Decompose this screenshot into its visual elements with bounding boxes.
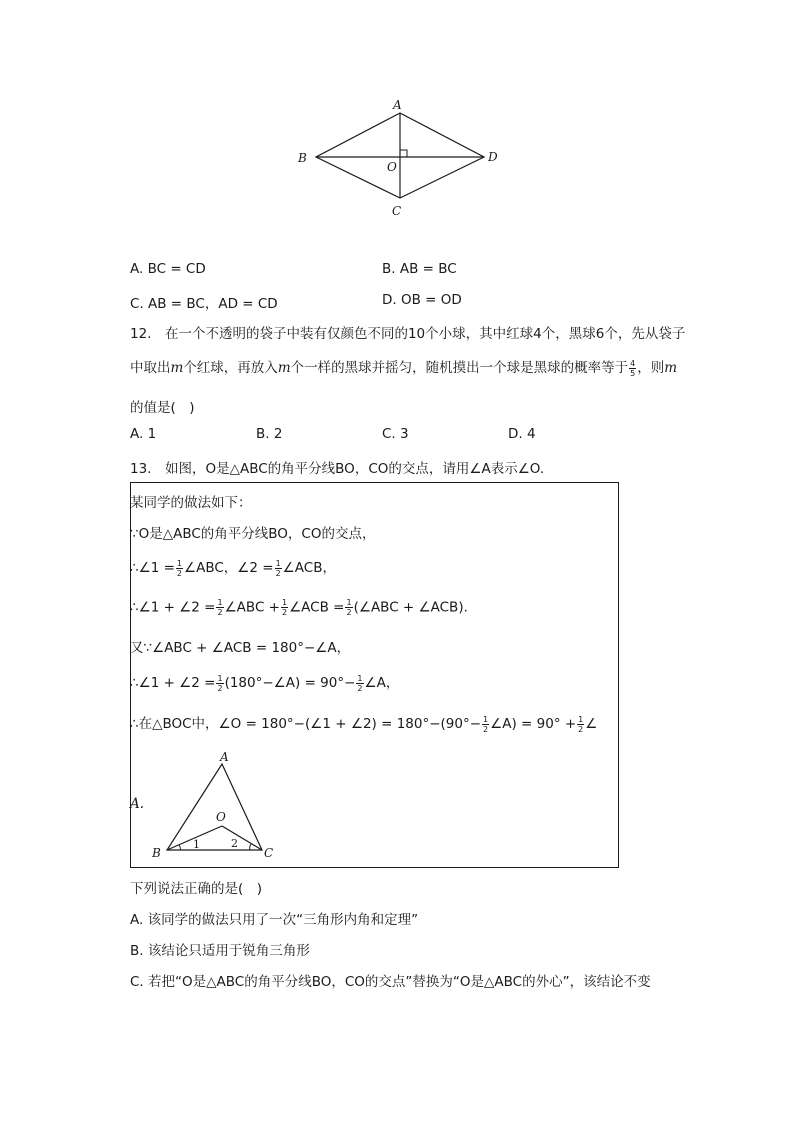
solution-line-2: ∵O是△ABC的角平分线BO，CO的交点，	[130, 526, 376, 542]
fraction-denominator: 2	[217, 608, 223, 617]
q12-option-c[interactable]: C. 3	[382, 426, 409, 442]
q12-text: 中取出	[130, 360, 171, 376]
solution-text: ∴∠1 + ∠2 =	[130, 599, 216, 616]
solution-line-5: 又∵∠ABC + ∠ACB = 180°−∠A，	[130, 640, 351, 656]
fraction-numerator: 1	[346, 598, 352, 607]
fraction-denominator: 2	[578, 724, 584, 734]
fraction-denominator: 2	[176, 568, 182, 578]
q11-option-b[interactable]: B. AB = BC	[382, 261, 457, 277]
fraction-denominator: 2	[275, 568, 281, 578]
fraction-numerator: 1	[281, 598, 288, 607]
label-a: A	[220, 750, 229, 764]
q12-text: ，则	[637, 360, 665, 376]
angle-2-arc	[250, 844, 251, 850]
fraction-numerator: 1	[357, 673, 363, 683]
fraction-numerator: 1	[483, 714, 489, 724]
angle-1-arc	[179, 845, 180, 850]
solution-text: ∴∠1 =	[130, 560, 175, 576]
q13-question: 下列说法正确的是( )	[130, 881, 263, 897]
q12-var-m: m	[170, 360, 184, 376]
q12-option-a[interactable]: A. 1	[130, 426, 157, 442]
solution-text: (180°−∠A) = 90°−	[224, 675, 356, 691]
triangle-abc	[167, 764, 262, 850]
fraction-numerator: 1	[217, 598, 223, 607]
q12-var-m: m	[277, 360, 291, 376]
solution-text: ∠A) = 90° +	[490, 716, 577, 732]
q12-option-d[interactable]: D. 4	[508, 426, 536, 442]
solution-text: (∠ABC + ∠ACB).	[353, 599, 468, 616]
label-angle-1: 1	[193, 838, 200, 851]
solution-text: ∠ACB =	[289, 599, 345, 616]
q13-option-b[interactable]: B. 该结论只适用于锐角三角形	[130, 943, 310, 959]
q13-option-c[interactable]: C. 若把“O是△ABC的角平分线BO，CO的交点”替换为“O是△ABC的外心”，该结论不变	[130, 974, 651, 990]
label-c: C	[264, 846, 274, 860]
fraction-numerator: 1	[176, 558, 182, 568]
label-b: B	[298, 151, 307, 165]
fraction-denominator: 2	[217, 683, 223, 693]
fraction-denominator: 2	[281, 608, 288, 617]
q13-stem: 13. 如图，O是△ABC的角平分线BO，CO的交点，请用∠A表示∠O.	[130, 461, 545, 477]
label-a: A	[393, 98, 402, 112]
label-angle-2: 2	[231, 837, 238, 850]
solution-text: ∠ABC，∠2 =	[183, 560, 274, 576]
q12-var-m: m	[664, 360, 678, 376]
q11-option-d[interactable]: D. OB = OD	[382, 292, 462, 308]
label-o: O	[387, 160, 397, 174]
q11-option-c[interactable]: C. AB = BC，AD = CD	[130, 296, 278, 312]
fraction-denominator: 2	[483, 724, 489, 734]
q12-option-b[interactable]: B. 2	[256, 426, 283, 442]
label-b: B	[152, 846, 161, 860]
fraction-denominator: 2	[357, 683, 363, 693]
solution-text: ∠	[585, 716, 598, 732]
fraction-numerator: 1	[217, 673, 223, 683]
label-d: D	[488, 150, 498, 164]
solution-line-1: 某同学的做法如下：	[130, 495, 252, 511]
q11-option-a[interactable]: A. BC = CD	[130, 261, 206, 277]
label-c: C	[392, 204, 402, 218]
q12-stem-line3: 的值是( )	[130, 400, 195, 416]
solution-text: ∴∠1 + ∠2 =	[130, 675, 216, 691]
fraction-numerator: 1	[275, 558, 281, 568]
q12-text: 个红球，再放入	[183, 360, 278, 376]
solution-line-8: A.	[130, 796, 145, 812]
q13-option-a[interactable]: A. 该同学的做法只用了一次“三角形内角和定理”	[130, 912, 419, 928]
solution-text: ∠ACB，	[282, 560, 336, 576]
label-o: O	[216, 810, 226, 824]
fraction-denominator: 2	[346, 608, 352, 617]
fraction-numerator: 4	[630, 358, 636, 368]
solution-text: ∠A，	[364, 675, 400, 691]
q12-stem-line1: 12. 在一个不透明的袋子中装有仅颜色不同的10个小球，其中红球4个，黑球6个，先从袋子	[130, 326, 686, 342]
solution-text: ∴在△BOC中，∠O = 180°−(∠1 + ∠2) = 180°−(90°−	[130, 716, 482, 732]
solution-text: ∠ABC +	[224, 599, 280, 616]
fraction-denominator: 5	[630, 368, 636, 378]
fraction-numerator: 1	[578, 714, 584, 724]
q12-text: 个一样的黑球并摇匀，随机摸出一个球是黑球的概率等于	[290, 360, 629, 376]
